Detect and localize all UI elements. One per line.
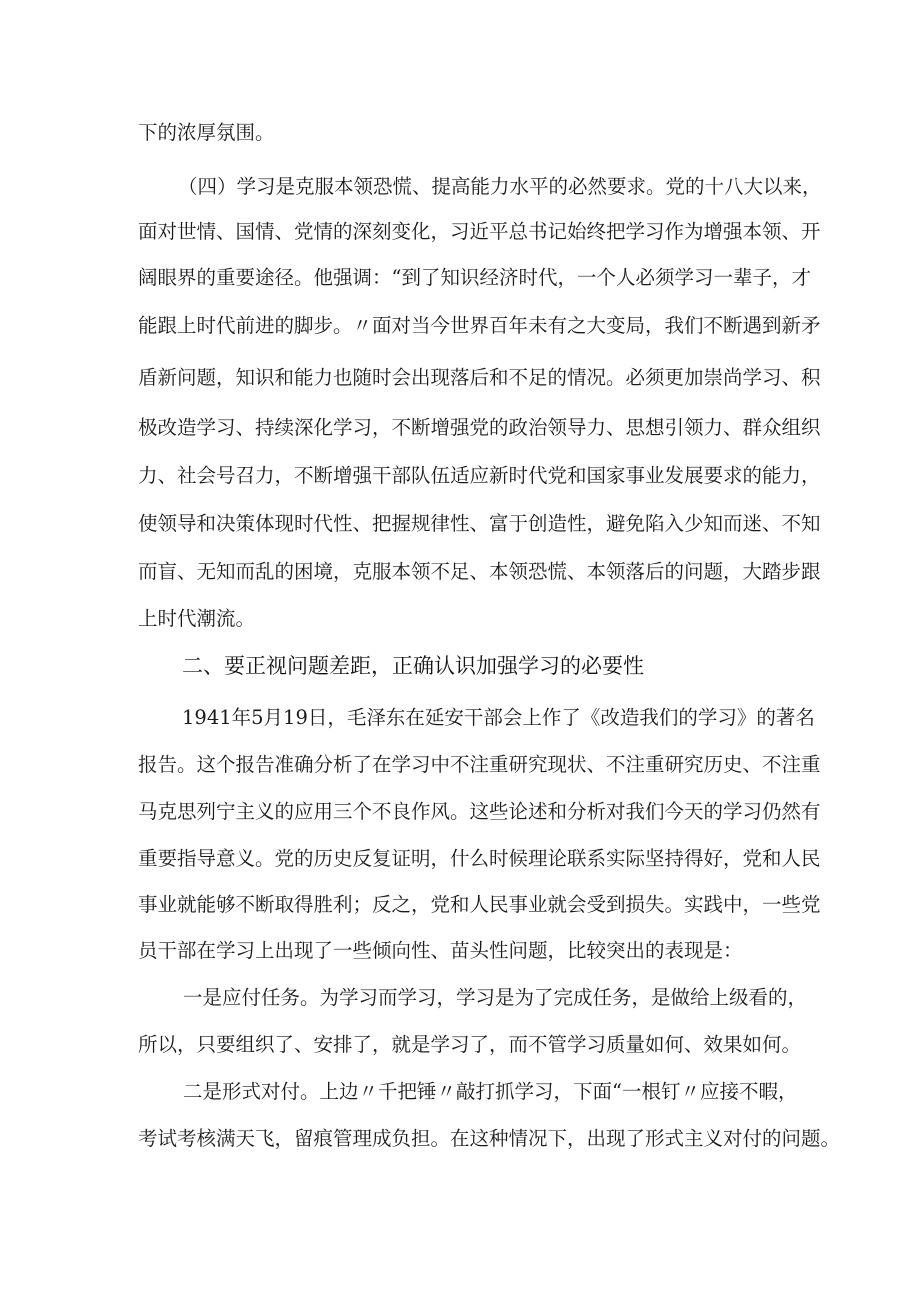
text-line: 重要指导意义。党的历史反复证明，什么时候理论联系实际坚持得好，党和人民: [138, 847, 821, 870]
text-line: 而盲、无知而乱的困境，克服本领不足、本领恐慌、本领落后的问题，大踏步跟: [138, 560, 821, 583]
text-line: 盾新问题，知识和能力也随时会出现落后和不足的情况。必须更加崇尚学习、积: [138, 366, 821, 389]
text-line: 事业就能够不断取得胜利；反之，党和人民事业就会受到损失。实践中，一些党: [138, 893, 821, 916]
text-line: 考试考核满天飞，留痕管理成负担。在这种情况下，出现了形式主义对付的问题。: [138, 1127, 841, 1150]
section-heading: 二、要正视问题差距，正确认识加强学习的必要性: [182, 654, 644, 678]
text-line: 阔眼界的重要途径。他强调：“到了知识经济时代，一个人必须学习一辈子，才: [138, 266, 811, 289]
text-line: （四）学习是克服本领恐慌、提高能力水平的必然要求。党的十八大以来，: [178, 175, 822, 198]
text-line: 面对世情、国情、党情的深刻变化，习近平总书记始终把学习作为增强本领、开: [138, 220, 821, 243]
text-line: 马克思列宁主义的应用三个不良作风。这些论述和分析对我们今天的学习仍然有: [138, 800, 821, 823]
text-line: 极改造学习、持续深化学习，不断增强党的政治领导力、思想引领力、群众组织: [138, 416, 821, 439]
text-line: 1941年5月19日，毛泽东在延安干部会上作了《改造我们的学习》的著名: [182, 706, 815, 729]
text-line: 员干部在学习上出现了一些倾向性、苗头性问题，比较突出的表现是：: [138, 939, 743, 962]
text-line: 下的浓厚氛围。: [138, 121, 275, 144]
text-line: 所以，只要组织了、安排了，就是学习了，而不管学习质量如何、效果如何。: [138, 1033, 802, 1056]
text-line: 报告。这个报告准确分析了在学习中不注重研究现状、不注重研究历史、不注重: [138, 753, 821, 776]
text-line: 二是形式对付。上边〃千把锤〃敲打抓学习，下面“一根钉〃应接不暇，: [183, 1080, 798, 1103]
text-line: 能跟上时代前进的脚步。〃面对当今世界百年未有之大变局，我们不断遇到新矛: [138, 314, 821, 337]
text-line: 上时代潮流。: [138, 607, 256, 630]
text-line: 一是应付任务。为学习而学习，学习是为了完成任务，是做给上级看的，: [183, 986, 808, 1009]
text-line: 力、社会号召力，不断增强干部队伍适应新时代党和国家事业发展要求的能力，: [138, 464, 821, 487]
text-line: 使领导和决策体现时代性、把握规律性、富于创造性，避免陷入少知而迷、不知: [138, 512, 821, 535]
